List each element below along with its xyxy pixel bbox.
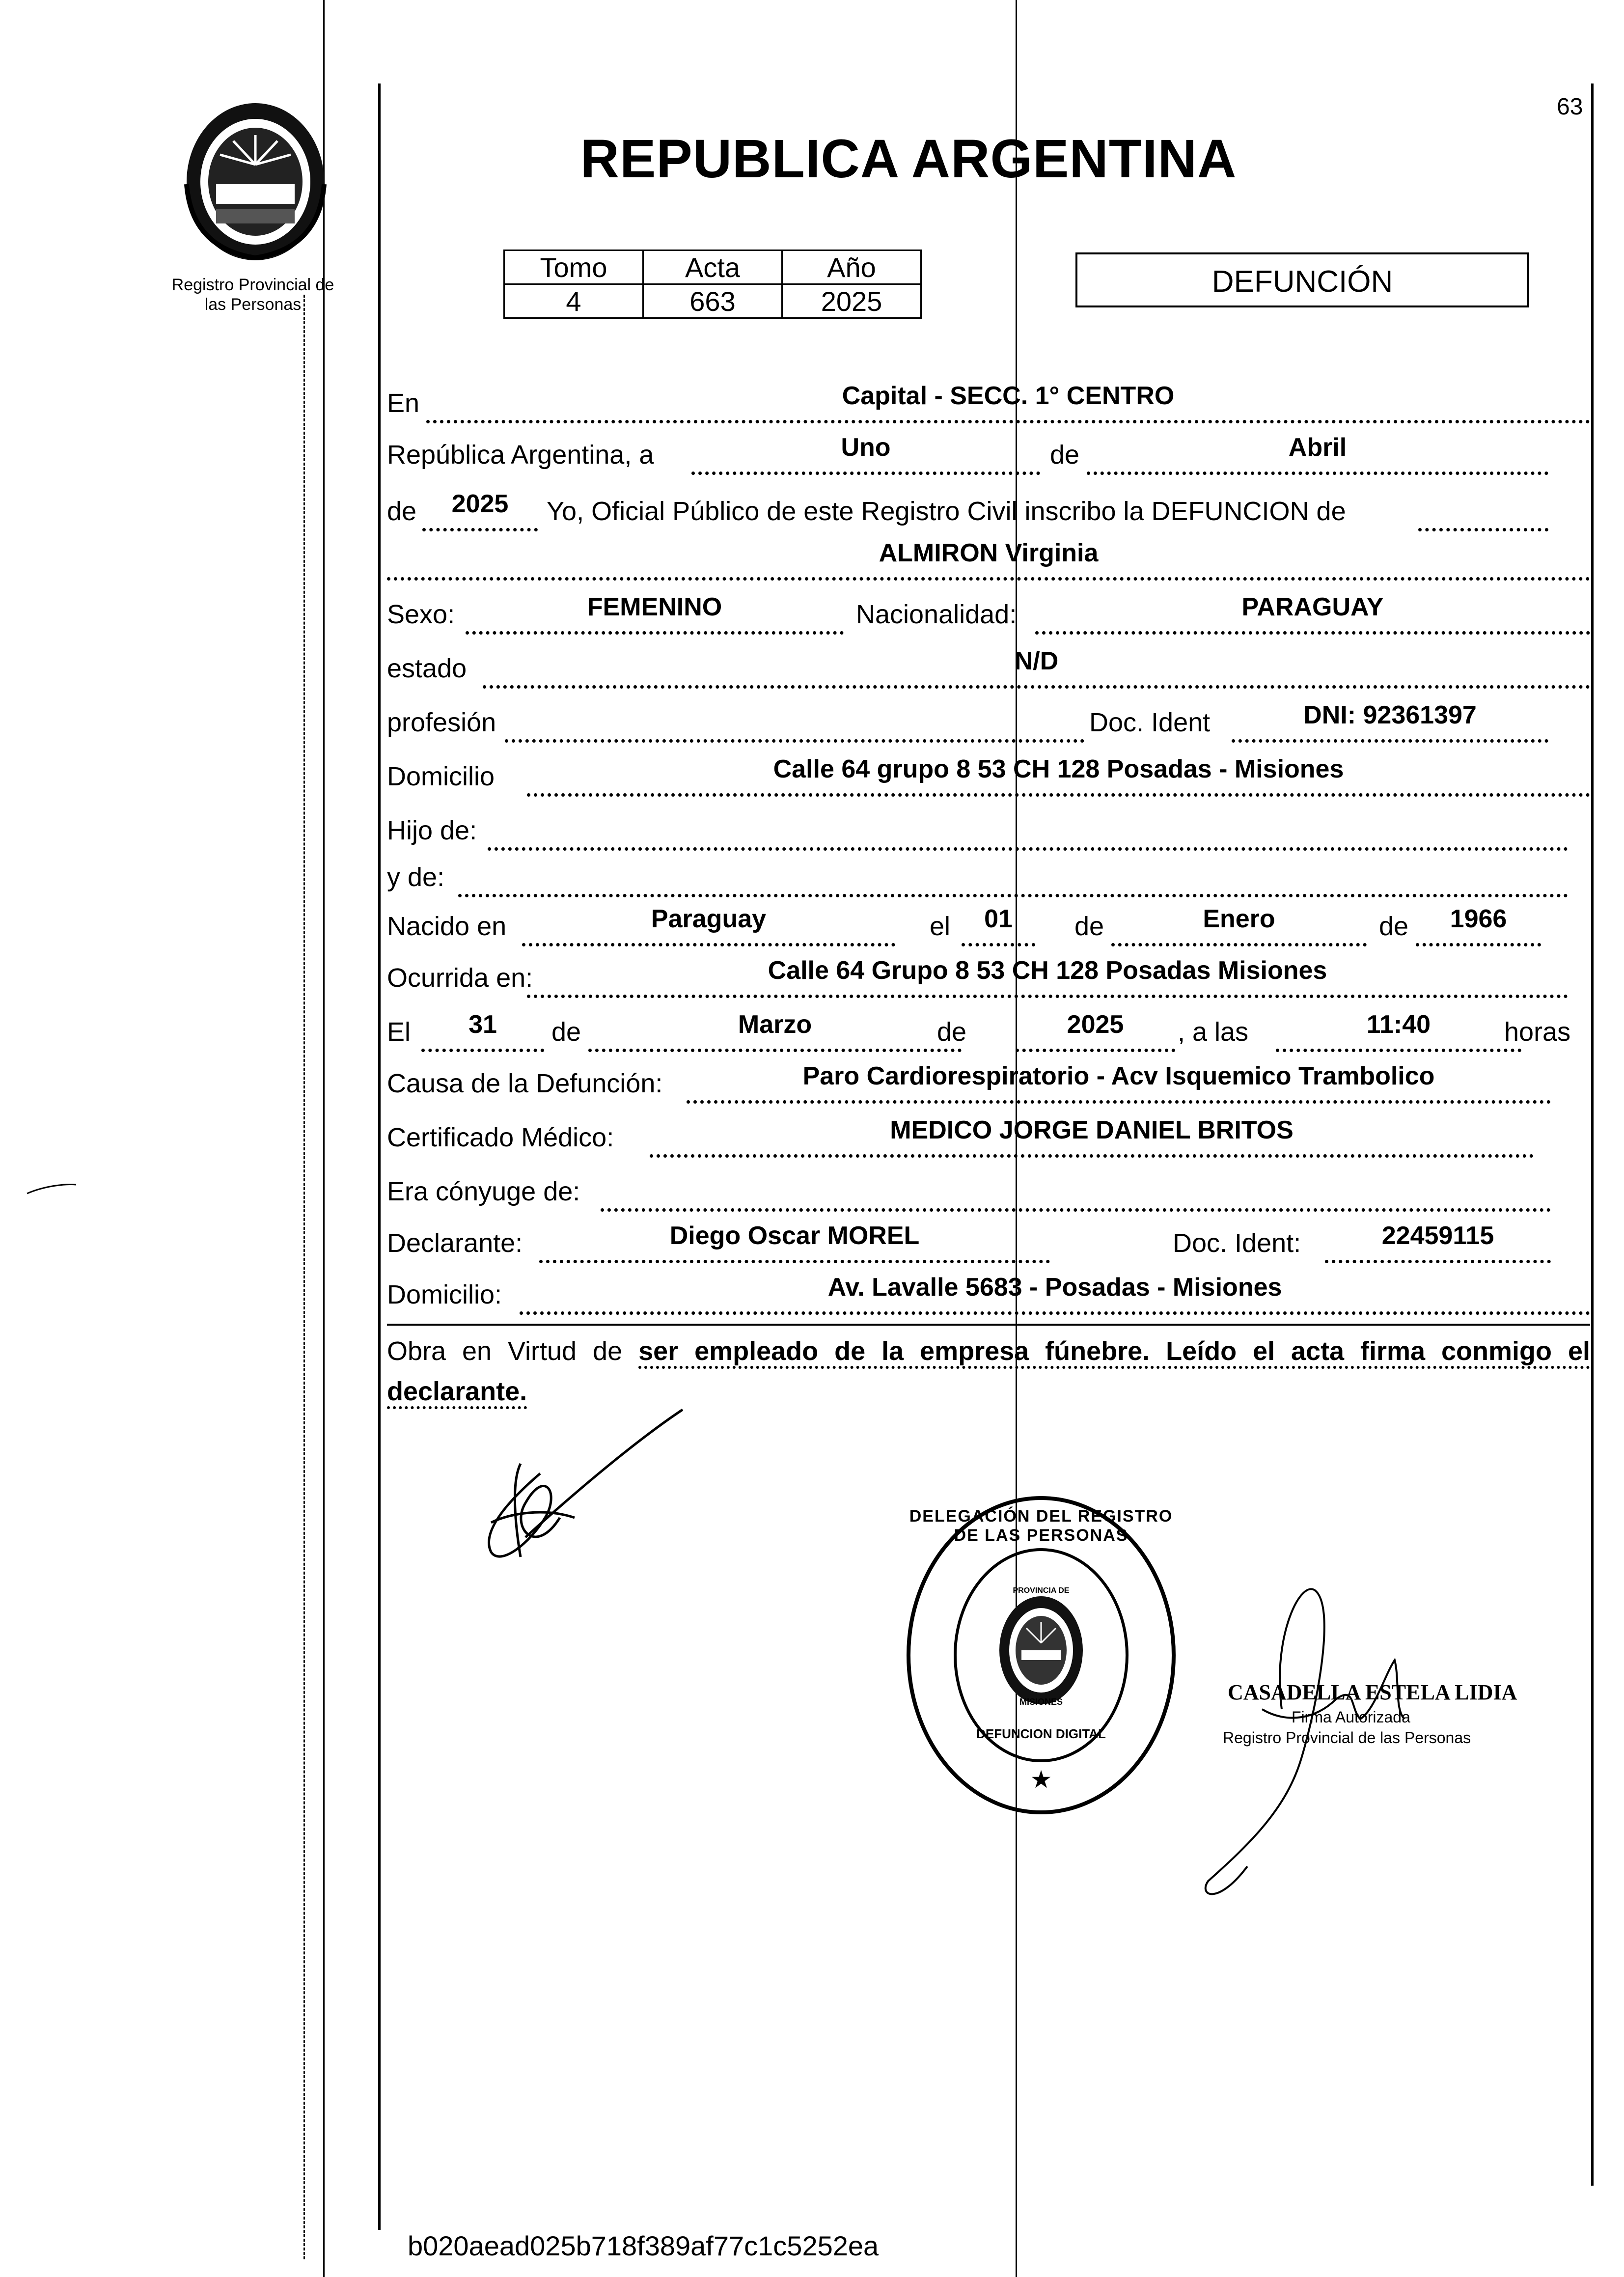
- official-signature: [1188, 1562, 1532, 1906]
- row-estado: [387, 647, 1624, 693]
- y-de-field: [458, 862, 1568, 897]
- obra-value: ser empleado de la empresa fúnebre. Leído el acta firma conmigo el declarante.: [387, 1336, 1590, 1409]
- doc-ident-value: DNI: 92361397: [1303, 701, 1477, 729]
- hora-value: 11:40: [1366, 1010, 1431, 1039]
- hijo-field: [488, 815, 1568, 851]
- conyuge-label: Era cónyuge de:: [387, 1177, 580, 1206]
- row-ocurrida: [387, 956, 1624, 1002]
- tomo-header: Tomo: [504, 250, 643, 284]
- row-republica: [387, 433, 1624, 479]
- domicilio-value: Calle 64 grupo 8 53 CH 128 Posadas - Misiones: [773, 755, 1344, 783]
- row-certificado: [387, 1116, 1624, 1162]
- nac-de-label: de: [1074, 912, 1104, 941]
- estado-value: N/D: [1014, 647, 1059, 675]
- row-y-de: [387, 862, 1624, 901]
- obra-label: Obra en Virtud de: [387, 1336, 623, 1366]
- row-en: [387, 382, 1624, 427]
- document-type-box: DEFUNCIÓN: [1075, 252, 1529, 307]
- domicilio2-label: Domicilio:: [387, 1280, 502, 1309]
- left-margin-line: [323, 0, 325, 2277]
- anio-value: 2025: [782, 284, 921, 318]
- tomo-value: 4: [504, 284, 643, 318]
- def-anio-value: 2025: [1067, 1010, 1124, 1039]
- row-nombre: [387, 539, 1624, 584]
- declarante-value: Diego Oscar MOREL: [669, 1222, 920, 1250]
- row-hijo: [387, 815, 1624, 855]
- nac-mes-value: Enero: [1203, 905, 1275, 933]
- row-fecha-defuncion: [387, 1010, 1624, 1056]
- causa-label: Causa de la Defunción:: [387, 1069, 663, 1098]
- official-stamp: [904, 1493, 1179, 1817]
- doc-ident2-value: 22459115: [1381, 1222, 1494, 1250]
- declarant-signature: [462, 1405, 688, 1582]
- row-profesion: [387, 701, 1624, 747]
- row-anio-yo: [387, 490, 1624, 535]
- nac-de2-label: de: [1379, 912, 1409, 941]
- republica-label: República Argentina, a: [387, 440, 654, 470]
- yo-trailing-field: [1418, 496, 1548, 531]
- page-number: 63: [1557, 94, 1583, 120]
- yo-text: Yo, Oficial Público de este Registro Civil inscribo la DEFUNCION de: [547, 497, 1346, 526]
- stray-mark: [25, 1179, 79, 1198]
- registry-label-line2: las Personas: [204, 295, 302, 314]
- sexo-label: Sexo:: [387, 600, 455, 629]
- de-label: de: [1050, 440, 1080, 470]
- causa-value: Paro Cardiorespiratorio - Acv Isquemico Trambolico: [802, 1062, 1435, 1090]
- stamp-inner-text: DEFUNCION DIGITAL: [976, 1726, 1106, 1741]
- registry-label-line1: Registro Provincial de: [171, 276, 334, 294]
- certificado-label: Certificado Médico:: [387, 1123, 614, 1152]
- certificado-value: MEDICO JORGE DANIEL BRITOS: [890, 1116, 1294, 1144]
- row-nacido: [387, 905, 1624, 950]
- stamp-ring-text: DELEGACIÓN DEL REGISTRO DE LAS PERSONAS: [909, 1507, 1173, 1545]
- row-declarante: [387, 1222, 1624, 1267]
- document-hash: b020aead025b718f389af77c1c5252ea: [408, 2230, 879, 2261]
- profesion-label: profesión: [387, 708, 496, 737]
- def-de2-label: de: [937, 1017, 967, 1047]
- svg-text:★: ★: [1030, 1765, 1052, 1794]
- nacionalidad-label: Nacionalidad:: [856, 600, 1017, 629]
- anio-header: Año: [782, 250, 921, 284]
- hijo-label: Hijo de:: [387, 816, 477, 845]
- en-label: En: [387, 389, 420, 418]
- en-value: Capital - SECC. 1° CENTRO: [842, 382, 1175, 410]
- signatory-role: Firma Autorizada: [1292, 1708, 1410, 1726]
- ocurrida-value: Calle 64 Grupo 8 53 CH 128 Posadas Misiones: [768, 956, 1327, 985]
- el2-label: El: [387, 1017, 411, 1047]
- page-title: REPUBLICA ARGENTINA: [580, 129, 1237, 189]
- nombre-value: ALMIRON Virginia: [879, 539, 1099, 567]
- row-causa: [387, 1062, 1624, 1108]
- domicilio-label: Domicilio: [387, 762, 495, 791]
- def-de-label: de: [551, 1017, 581, 1047]
- acta-value: 663: [643, 284, 782, 318]
- ocurrida-label: Ocurrida en:: [387, 963, 533, 993]
- conyuge-field: [601, 1176, 1551, 1212]
- row-domicilio: [387, 755, 1624, 801]
- nacionalidad-value: PARAGUAY: [1241, 593, 1384, 621]
- domicilio2-value: Av. Lavalle 5683 - Posadas - Misiones: [827, 1273, 1282, 1302]
- row-separator: [387, 1324, 1590, 1326]
- stamp-seal-bottom: MISIONES: [1019, 1697, 1063, 1707]
- horas-label: horas: [1504, 1017, 1571, 1047]
- a-las-label: , a las: [1178, 1017, 1249, 1047]
- profesion-field: [505, 707, 1084, 743]
- nac-dia-value: 01: [984, 905, 1013, 933]
- def-dia-value: 31: [468, 1010, 497, 1039]
- stamp-seal-top: PROVINCIA DE: [1013, 1586, 1070, 1595]
- signatory-office: Registro Provincial de las Personas: [1223, 1729, 1471, 1747]
- nacido-value: Paraguay: [651, 905, 767, 933]
- anio-field-value: 2025: [451, 490, 509, 518]
- estado-label: estado: [387, 654, 467, 683]
- de2-label: de: [387, 497, 417, 526]
- declarante-label: Declarante:: [387, 1228, 523, 1258]
- def-mes-value: Marzo: [738, 1010, 812, 1039]
- y-de-label: y de:: [387, 862, 445, 892]
- mes-value: Abril: [1288, 433, 1347, 462]
- row-conyuge: [387, 1176, 1624, 1216]
- signatory-name: CASADELLA ESTELA LIDIA: [1228, 1680, 1517, 1704]
- doc-ident-label: Doc. Ident: [1089, 708, 1211, 737]
- nacido-label: Nacido en: [387, 912, 507, 941]
- nac-anio-value: 1966: [1450, 905, 1507, 933]
- row-domicilio-declarante: [387, 1273, 1624, 1319]
- obra-paragraph: [387, 1331, 1590, 1412]
- form-left-border: [378, 83, 381, 2230]
- provincial-seal-logo: [182, 101, 329, 263]
- dia-value: Uno: [841, 433, 891, 462]
- tomo-acta-anio-table: [503, 250, 922, 319]
- el-label: el: [930, 912, 951, 941]
- doc-ident2-label: Doc. Ident:: [1173, 1228, 1301, 1258]
- left-margin-dashed-line: [303, 295, 305, 2259]
- registry-label: [157, 275, 349, 314]
- row-sexo: [387, 593, 1624, 639]
- sexo-value: FEMENINO: [587, 593, 722, 621]
- acta-header: Acta: [643, 250, 782, 284]
